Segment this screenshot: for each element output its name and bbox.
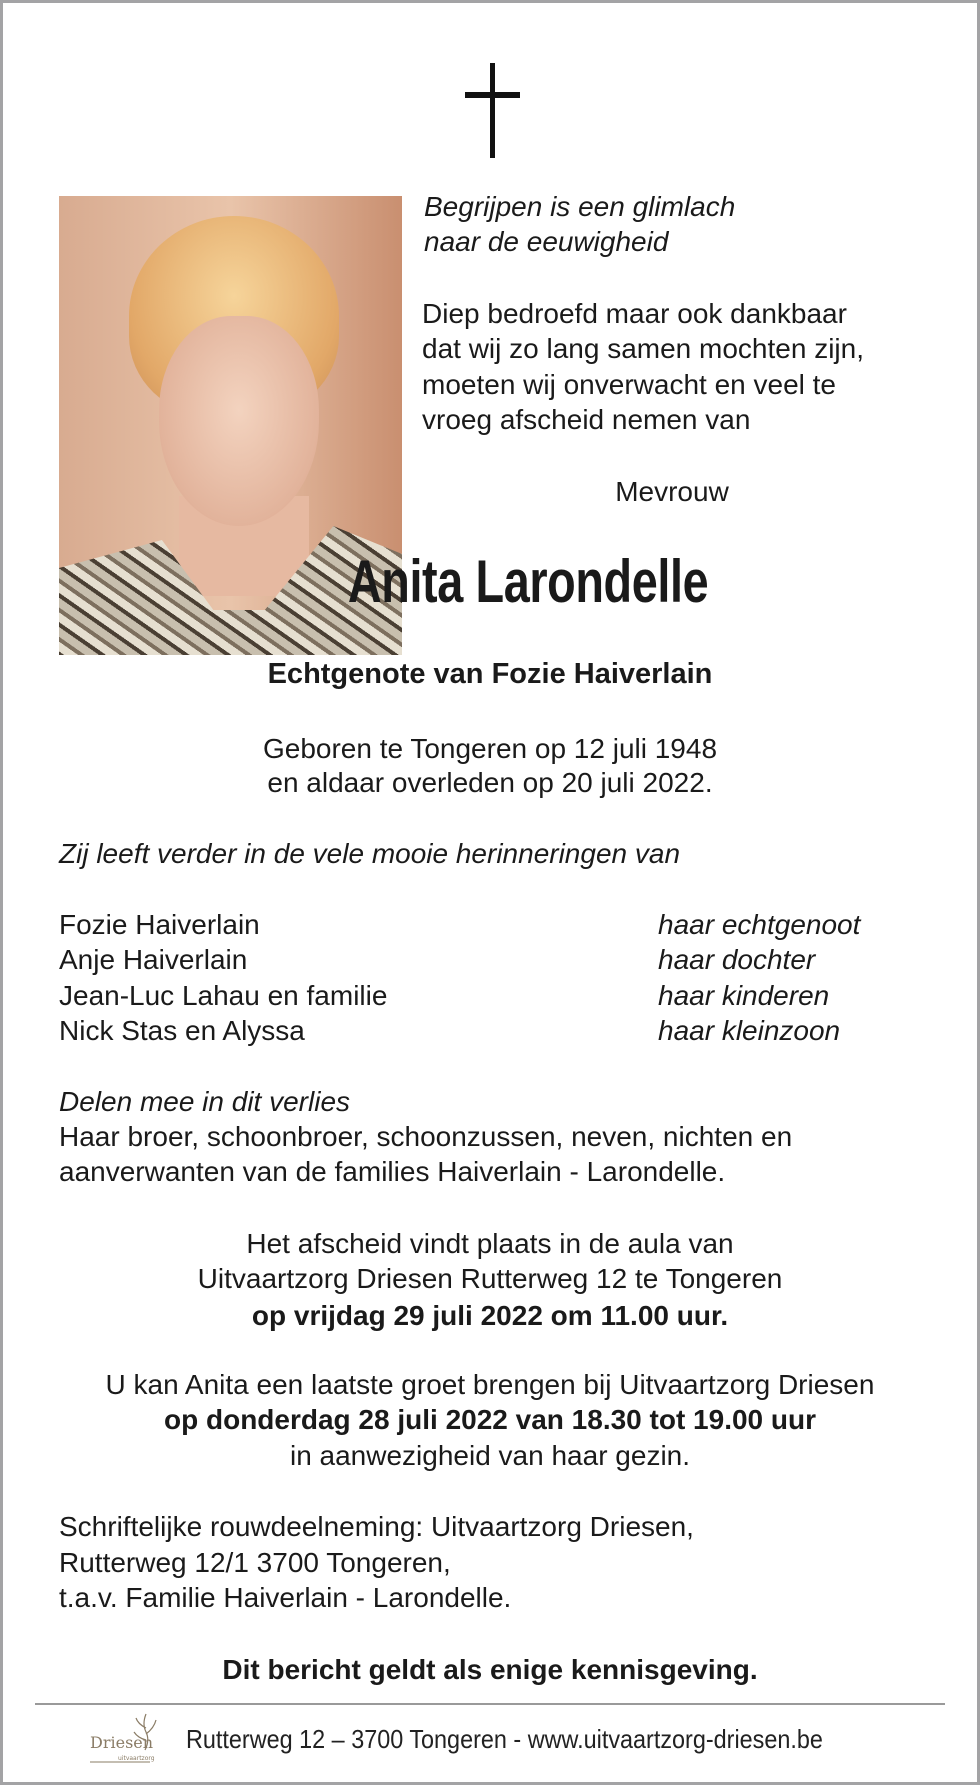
condolence-line: t.a.v. Familie Haiverlain - Larondelle.	[59, 1582, 512, 1613]
family-name: Jean-Luc Lahau en familie	[59, 980, 388, 1011]
visit-date: op donderdag 28 juli 2022 van 18.30 tot 19.00 uur	[164, 1404, 816, 1435]
memories-heading: Zij leeft verder in de vele mooie herinneringen van	[59, 838, 681, 869]
share-heading: Delen mee in dit verlies	[59, 1086, 351, 1117]
funeral-date: op vrijdag 29 juli 2022 om 11.00 uur.	[251, 1300, 729, 1331]
spouse-line: Echtgenote van Fozie Haiverlain	[267, 658, 713, 690]
quote-line: Begrijpen is een glimlach	[424, 191, 736, 222]
svg-text:uitvaartzorg: uitvaartzorg	[118, 1755, 155, 1762]
divider	[35, 1703, 945, 1705]
intro-line: Diep bedroefd maar ook dankbaar	[422, 298, 847, 329]
intro-line: vroeg afscheid nemen van	[422, 404, 751, 435]
family-relation: haar dochter	[658, 944, 816, 975]
birth-line: Geboren te Tongeren op 12 juli 1948	[262, 733, 718, 764]
svg-text:Driesen: Driesen	[90, 1733, 154, 1752]
family-relation: haar kinderen	[658, 980, 830, 1011]
title: Mevrouw	[615, 476, 729, 507]
condolence-line: Schriftelijke rouwdeelneming: Uitvaartzorg Driesen,	[59, 1511, 694, 1542]
condolence-line: Rutterweg 12/1 3700 Tongeren,	[59, 1547, 451, 1578]
family-relation: haar echtgenoot	[658, 909, 861, 940]
family-relation: haar kleinzoon	[658, 1015, 841, 1046]
funeral-line: Uitvaartzorg Driesen Rutterweg 12 te Tongeren	[197, 1263, 783, 1294]
family-name: Anje Haiverlain	[59, 944, 248, 975]
intro-line: dat wij zo lang samen mochten zijn,	[422, 333, 864, 364]
family-name: Fozie Haiverlain	[59, 909, 260, 940]
birth-line: en aldaar overleden op 20 juli 2022.	[267, 767, 713, 798]
family-name: Nick Stas en Alyssa	[59, 1015, 305, 1046]
funeral-line: Het afscheid vindt plaats in de aula van	[246, 1228, 734, 1259]
quote-line: naar de eeuwigheid	[424, 226, 669, 257]
visit-line: U kan Anita een laatste groet brengen bij Uitvaartzorg Driesen	[105, 1369, 875, 1400]
share-text: Haar broer, schoonbroer, schoonzussen, neven, nichten en	[59, 1121, 793, 1152]
notice: Dit bericht geldt als enige kennisgeving.	[222, 1654, 758, 1685]
intro-line: moeten wij onverwacht en veel te	[422, 369, 836, 400]
share-text: aanverwanten van de families Haiverlain - Larondelle.	[59, 1156, 726, 1187]
visit-line: in aanwezigheid van haar gezin.	[289, 1440, 691, 1471]
driesen-logo	[88, 1710, 166, 1770]
footer-address: Rutterweg 12 – 3700 Tongeren - www.uitvaartzorg-driesen.be	[186, 1724, 823, 1754]
deceased-name: Anita Larondelle	[347, 548, 709, 615]
